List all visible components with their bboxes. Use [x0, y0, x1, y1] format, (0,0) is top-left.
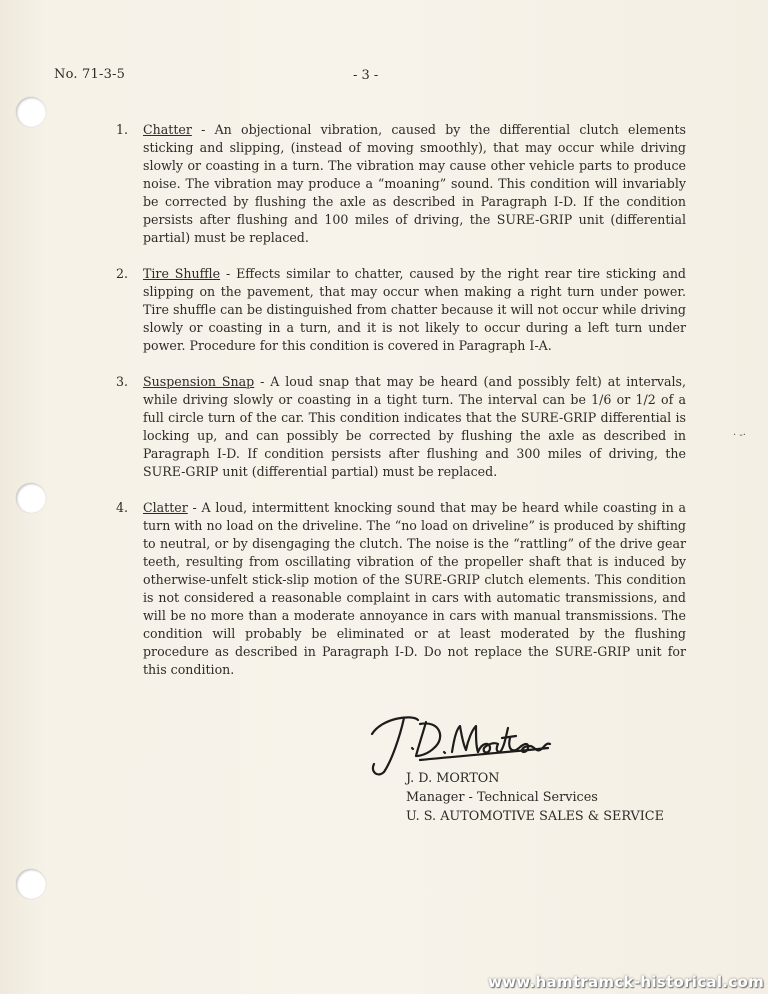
item-text: - Effects similar to chatter, caused by the right rear tire sticking and slipping on the pavement, that may occur when making a right turn under power. Tire shuffle can be distinguished from chatter because it will not occur while driving slowly or coasting in a turn, and it is not likely to occur during a left turn under power. Procedure for this condition is covered in Paragraph I-A.: [143, 266, 686, 353]
item-number: 4.: [116, 500, 129, 515]
punch-hole-bottom: [16, 869, 46, 899]
signer-name: J. D. MORTON: [406, 771, 500, 786]
item-title: Suspension Snap: [143, 374, 255, 389]
punch-hole-top: [16, 97, 46, 127]
signature-block: [406, 769, 664, 826]
site-watermark: www.hamtramck-historical.com: [488, 973, 764, 991]
item-text: - A loud, intermittent knocking sound that may be heard while coasting in a turn with no load on the driveline. The “no load on driveline” is produced by shifting to neutral, or by disengaging the clutch. The noise is the “rattling” of the drive gear teeth, resulting from oscillating vibration of the propeller shaft that is induced by otherwise-unfelt stick-slip motion of the SURE-GRIP clutch elements. This condition is not considered a reasonable complaint in cars with automatic transmissions, and will be no more than a moderate annoyance in cars with manual transmissions. The condition will probably be eliminated or at least moderated by the flushing procedure as described in Paragraph I-D. Do not replace the SURE-GRIP unit for this condition.: [143, 500, 686, 677]
list-item-suspension-snap: [116, 373, 686, 481]
item-text: - A loud snap that may be heard (and possibly felt) at intervals, while driving slowly or coasting in a tight turn. The interval can be 1/6 or 1/2 of a full circle turn of the car. This condition indicates that the SURE-GRIP differential is locking up, and can possibly be corrected by flushing the axle as described in Paragraph I-D. If condition persists after flushing and 300 miles of driving, the SURE-GRIP unit (differential partial) must be replaced.: [143, 374, 686, 479]
punch-hole-middle: [16, 483, 46, 513]
page-number: - 3 -: [353, 68, 379, 83]
document-number: No. 71-3-5: [54, 67, 126, 82]
signer-organization: U. S. AUTOMOTIVE SALES & SERVICE: [406, 809, 664, 824]
item-number: 2.: [116, 266, 129, 281]
paper-speck: · -·: [733, 430, 746, 441]
list-item-tire-shuffle: [116, 265, 686, 355]
condition-list: [116, 121, 686, 697]
item-number: 3.: [116, 374, 129, 389]
item-title: Clatter: [143, 500, 188, 515]
item-number: 1.: [116, 122, 129, 137]
signer-title: Manager - Technical Services: [406, 790, 598, 805]
item-text: - An objectional vibration, caused by the differential clutch elements sticking and slipping, (instead of moving smoothly), that may occur while driving slowly or coasting in a turn. The vibration may cause other vehicle parts to produce noise. The vibration may produce a “moaning” sound. This condition will invariably be corrected by flushing the axle as described in Paragraph I-D. If the condition persists after flushing and 100 miles of driving, the SURE-GRIP unit (differential partial) must be replaced.: [143, 122, 686, 245]
item-title: Tire Shuffle: [143, 266, 221, 281]
item-title: Chatter: [143, 122, 192, 137]
list-item-clatter: [116, 499, 686, 679]
list-item-chatter: [116, 121, 686, 247]
